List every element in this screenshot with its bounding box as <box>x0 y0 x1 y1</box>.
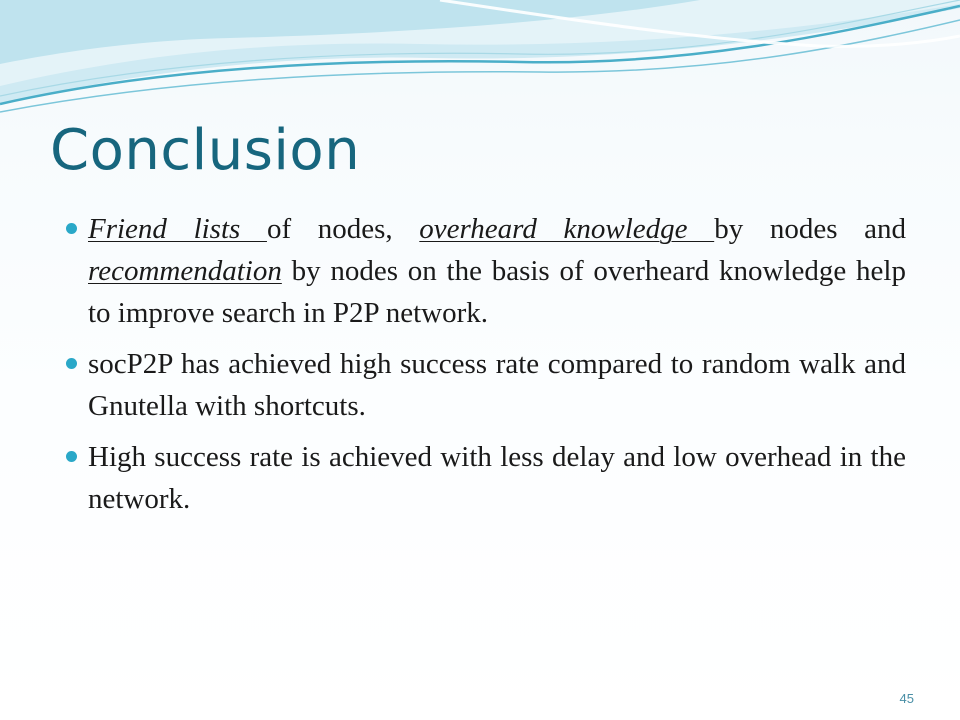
emphasized-term: overheard knowledge <box>419 213 715 245</box>
bullet-text <box>88 343 906 427</box>
bullet-item <box>66 436 906 520</box>
emphasized-term: recommendation <box>88 255 282 287</box>
bullet-text-segment: socP2P has achieved high success rate compared to random walk and Gnutella with shortcuts. <box>88 348 906 422</box>
emphasized-term: Friend lists <box>88 213 267 245</box>
bullet-text-segment: by nodes on the basis of overheard knowledge help to improve search in P2P network. <box>88 255 906 329</box>
bullet-text <box>88 208 906 334</box>
page-number: 45 <box>899 691 914 706</box>
bullet-dot-icon <box>66 223 77 234</box>
bullet-item <box>66 208 906 334</box>
bullet-text-segment: High success rate is achieved with less delay and low overhead in the network. <box>88 441 906 515</box>
bullet-dot-icon <box>66 358 77 369</box>
bullet-dot-icon <box>66 451 77 462</box>
bullet-text <box>88 436 906 520</box>
slide-title: Conclusion <box>50 118 361 183</box>
bullet-list <box>66 208 906 529</box>
bullet-text-segment: by nodes and <box>714 213 906 245</box>
bullet-text-segment: of nodes, <box>266 213 420 245</box>
header-wave-decoration <box>0 0 960 130</box>
bullet-item <box>66 343 906 427</box>
